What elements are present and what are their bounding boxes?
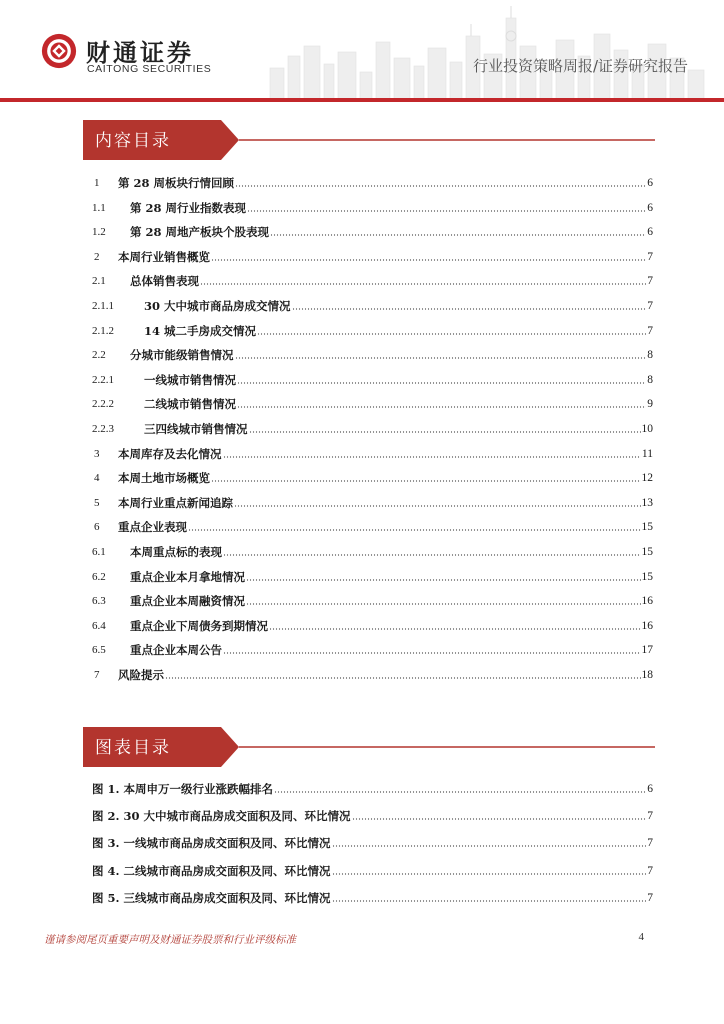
toc-entry-number: 1.2 (92, 226, 106, 239)
toc-entry-number: 6.5 (92, 644, 106, 657)
toc-entry-title: 重点企业本周公告 (130, 643, 222, 658)
figure-dot-leader (332, 900, 647, 902)
toc-entry[interactable] (92, 418, 653, 436)
toc-entry-title: 分城市能级销售情况 (130, 348, 234, 363)
toc-entry-page: 7 (647, 250, 653, 263)
toc-dot-leader (223, 554, 641, 556)
toc-entry-title: 重点企业本月拿地情况 (130, 569, 245, 584)
toc-entry-page: 6 (647, 201, 653, 214)
toc-entry-number: 6.2 (92, 570, 106, 583)
toc-entry-page: 17 (641, 644, 653, 657)
figure-entry-title: 图 4. 二线城市商品房成交面积及同、环比情况 (92, 863, 331, 878)
toc-entry[interactable] (92, 516, 653, 534)
figure-dot-leader (332, 873, 647, 875)
toc-entry[interactable] (92, 246, 653, 264)
toc-entry-title: 本周行业重点新闻追踪 (118, 495, 233, 510)
toc-dot-leader (235, 357, 647, 359)
toc-dot-leader (223, 456, 641, 458)
toc-entry-title: 14 城二手房成交情况 (144, 323, 257, 338)
toc-entry[interactable] (92, 344, 653, 362)
toc-entry-page: 15 (641, 570, 653, 583)
toc-entry-title: 本周行业销售概览 (118, 249, 210, 264)
toc-dot-leader (292, 308, 647, 310)
figure-entry[interactable] (92, 860, 653, 878)
page-header (0, 0, 724, 104)
toc-entry-number: 2.1 (92, 275, 106, 288)
toc-title: 内容目录 (95, 131, 171, 151)
toc-entry-page: 8 (647, 349, 653, 362)
figure-entry-title: 图 2. 30 大中城市商品房成交面积及同、环比情况 (92, 809, 351, 824)
toc-entry[interactable] (92, 443, 653, 461)
toc-entry-page: 9 (647, 398, 653, 411)
toc-dot-leader (211, 480, 641, 482)
toc-entry[interactable] (92, 541, 653, 559)
toc-entry-number: 6.4 (92, 619, 106, 632)
toc-dot-leader (237, 406, 646, 408)
figures-section-banner (83, 727, 655, 767)
toc-entry-title: 本周重点标的表现 (130, 545, 222, 559)
toc-entry[interactable] (92, 295, 653, 313)
toc-entry[interactable] (92, 369, 653, 387)
logo-chinese-name: 财通证券 (86, 39, 194, 67)
toc-entry-page: 15 (641, 521, 653, 534)
figure-entry-page: 7 (647, 810, 653, 823)
toc-entry-page: 12 (641, 472, 653, 485)
toc-entry-title: 重点企业本周融资情况 (130, 594, 245, 609)
toc-dot-leader (246, 603, 641, 605)
toc-entry-number: 1.1 (92, 201, 106, 214)
toc-entry-number: 2 (94, 250, 100, 263)
city-skyline-watermark (250, 6, 724, 100)
toc-entry-number: 6.3 (92, 595, 106, 608)
figure-dot-leader (274, 791, 646, 793)
toc-dot-leader (246, 579, 641, 581)
toc-entry-number: 6.1 (92, 546, 106, 558)
toc-entry[interactable] (92, 590, 653, 608)
toc-dot-leader (223, 652, 641, 654)
toc-entry[interactable] (92, 467, 653, 485)
toc-dot-leader (257, 333, 646, 335)
toc-dot-leader (269, 628, 641, 630)
toc-entry-title: 本周土地市场概览 (118, 471, 210, 486)
toc-entry[interactable] (92, 320, 653, 338)
figure-entry-page: 7 (647, 864, 653, 877)
figure-entry-title: 图 3. 一线城市商品房成交面积及同、环比情况 (92, 836, 331, 851)
footer-disclaimer: 谨请参阅尾页重要声明及财通证券股票和行业评级标准 (44, 934, 296, 946)
toc-entry[interactable] (92, 221, 653, 239)
figure-entry[interactable] (92, 832, 653, 850)
toc-entry-number: 2.2.1 (92, 373, 114, 386)
toc-entry-page: 15 (641, 546, 653, 558)
toc-entry-page: 7 (647, 275, 653, 288)
toc-entry-number: 7 (94, 669, 100, 681)
toc-dot-leader (165, 677, 641, 679)
toc-entry-number: 4 (94, 472, 100, 485)
toc-dot-leader (188, 529, 641, 531)
toc-entry-number: 3 (94, 447, 100, 460)
figure-entry-title: 图 1. 本周申万一级行业涨跌幅排名 (92, 782, 274, 796)
toc-entry-page: 7 (647, 300, 653, 312)
toc-entry[interactable] (92, 615, 653, 633)
toc-entry-title: 总体销售表现 (130, 274, 199, 289)
toc-entry-title: 第 28 周行业指数表现 (130, 200, 247, 215)
toc-dot-leader (237, 382, 646, 384)
toc-entry-title: 本周库存及去化情况 (118, 446, 222, 461)
toc-entry-number: 1 (94, 177, 100, 189)
toc-dot-leader (235, 185, 646, 187)
toc-entry[interactable] (92, 639, 653, 657)
toc-entry-page: 16 (641, 595, 653, 608)
toc-entry[interactable] (92, 664, 653, 682)
toc-entry-number: 2.1.2 (92, 324, 114, 337)
toc-entry[interactable] (92, 270, 653, 288)
figure-entry[interactable] (92, 805, 653, 823)
toc-entry-number: 2.2.2 (92, 398, 114, 411)
figure-entry-page: 7 (647, 891, 653, 904)
toc-entry-title: 30 大中城市商品房成交情况 (144, 299, 291, 313)
toc-dot-leader (270, 234, 646, 236)
toc-entry-title: 一线城市销售情况 (144, 372, 236, 387)
toc-entry[interactable] (92, 492, 653, 510)
toc-entry-title: 重点企业下周债务到期情况 (130, 618, 268, 633)
toc-entry[interactable] (92, 566, 653, 584)
logo-english-name: CAITONG SECURITIES (87, 63, 212, 75)
toc-entry-number: 2.2.3 (92, 423, 114, 435)
toc-dot-leader (200, 283, 646, 285)
toc-entry-page: 16 (641, 619, 653, 632)
toc-entry-page: 8 (647, 373, 653, 386)
toc-entry-title: 二线城市销售情况 (144, 397, 236, 412)
toc-entry-page: 10 (641, 423, 653, 435)
figure-dot-leader (352, 818, 647, 820)
toc-entry-number: 5 (94, 496, 100, 509)
figure-entry-page: 7 (647, 837, 653, 850)
toc-entry-number: 6 (94, 521, 100, 534)
toc-entry-page: 6 (647, 226, 653, 239)
toc-dot-leader (234, 505, 641, 507)
toc-entry-page: 11 (641, 447, 653, 460)
toc-entry-title: 风险提示 (118, 668, 164, 682)
toc-section-banner (83, 120, 655, 160)
toc-entry-title: 重点企业表现 (118, 520, 187, 535)
toc-dot-leader (249, 431, 641, 433)
toc-entry-title: 第 28 周板块行情回顾 (118, 176, 235, 190)
toc-entry[interactable] (92, 172, 653, 190)
report-type-label: 行业投资策略周报/证券研究报告 (472, 57, 688, 75)
toc-entry-page: 18 (641, 669, 653, 681)
page-number: 4 (638, 931, 644, 943)
figure-entry[interactable] (92, 778, 653, 796)
figures-title: 图表目录 (95, 738, 171, 758)
toc-dot-leader (247, 210, 646, 212)
figure-entry-title: 图 5. 三线城市商品房成交面积及同、环比情况 (92, 890, 331, 905)
header-divider (0, 98, 724, 102)
toc-entry-page: 13 (641, 496, 653, 509)
figure-dot-leader (332, 845, 647, 847)
caitong-logo-icon (40, 32, 78, 70)
figure-entry[interactable] (92, 887, 653, 905)
toc-entry-title: 第 28 周地产板块个股表现 (130, 225, 270, 240)
toc-dot-leader (211, 259, 646, 261)
toc-entry-title: 三四线城市销售情况 (144, 422, 248, 436)
toc-entry-number: 2.1.1 (92, 300, 114, 312)
toc-entry[interactable] (92, 197, 653, 215)
toc-entry[interactable] (92, 393, 653, 411)
toc-entry-page: 7 (647, 324, 653, 337)
toc-entry-number: 2.2 (92, 349, 106, 362)
toc-entry-page: 6 (647, 177, 653, 189)
figure-entry-page: 6 (647, 783, 653, 795)
